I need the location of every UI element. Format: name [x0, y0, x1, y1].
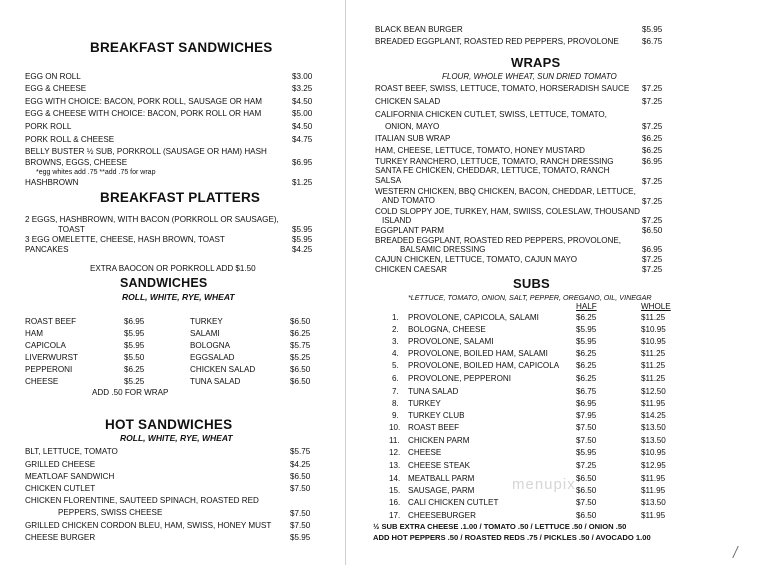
- subs-title: SUBS: [513, 276, 550, 291]
- menu-item: TOAST: [58, 225, 85, 234]
- menu-item: PROVOLONE, SALAMI: [408, 337, 494, 346]
- whole-price: $13.50: [641, 423, 666, 432]
- sub-number: 5.: [392, 361, 399, 370]
- half-price: $7.50: [576, 436, 597, 445]
- sub-number: 1.: [392, 313, 399, 322]
- hot-sandwiches-subtitle: ROLL, WHITE, RYE, WHEAT: [120, 433, 233, 443]
- menu-item: BALSAMIC DRESSING: [400, 245, 486, 254]
- watermark: menupix: [512, 476, 576, 493]
- menu-item: BREADED EGGPLANT, ROASTED RED PEPPERS, PROVOLONE: [375, 37, 619, 46]
- menu-item-price: $4.50: [292, 122, 313, 131]
- menu-item: ONION, MAYO: [385, 122, 440, 131]
- half-price: $7.95: [576, 411, 597, 420]
- menu-item: BREADED EGGPLANT, ROASTED RED PEPPERS, PROVOLONE,: [375, 236, 622, 245]
- menu-item-price: $7.50: [290, 484, 311, 493]
- half-price: $6.95: [576, 399, 597, 408]
- menu-item-price: $4.25: [292, 245, 313, 254]
- half-price: $5.95: [576, 448, 597, 457]
- menu-item: LIVERWURST: [25, 353, 78, 362]
- whole-price: $11.95: [641, 511, 666, 520]
- menu-item: EGG & CHEESE: [25, 84, 87, 93]
- menu-item: CHICKEN PARM: [408, 436, 470, 445]
- menu-item: CHICKEN CUTLET: [25, 484, 96, 493]
- half-price: $6.50: [576, 474, 597, 483]
- whole-column-header: WHOLE: [641, 302, 671, 311]
- menu-item-price: $7.25: [642, 255, 663, 264]
- menu-item: PROVOLONE, CAPICOLA, SALAMI: [408, 313, 539, 322]
- menu-item: CHEESE STEAK: [408, 461, 471, 470]
- menu-item: EGGSALAD: [190, 353, 235, 362]
- menu-item-price: $3.00: [292, 72, 313, 81]
- menu-item-price: $6.95: [292, 158, 313, 167]
- menu-item: CHICKEN CAESAR: [375, 265, 447, 274]
- half-price: $6.25: [576, 349, 597, 358]
- menu-item: EGG ON ROLL: [25, 72, 81, 81]
- menu-item: CAJUN CHICKEN, LETTUCE, TOMATO, CAJUN MAYO: [375, 255, 578, 264]
- menu-item: SAUSAGE, PARM: [408, 486, 475, 495]
- menu-item-price: $6.95: [124, 317, 145, 326]
- menu-item: ROAST BEEF: [25, 317, 77, 326]
- menu-item-price: $7.25: [642, 265, 663, 274]
- menu-item: AND TOMATO: [382, 196, 435, 205]
- sub-number: 2.: [392, 325, 399, 334]
- menu-item-price: $5.25: [124, 377, 145, 386]
- menu-item-price: $6.75: [642, 37, 663, 46]
- menu-item: SALSA: [375, 176, 402, 185]
- menu-item: BOLOGNA: [190, 341, 231, 350]
- menu-item-price: $7.25: [642, 197, 663, 206]
- left-column: [0, 0, 346, 565]
- menu-item-price: $7.50: [290, 509, 311, 518]
- wraps-subtitle: FLOUR, WHOLE WHEAT, SUN DRIED TOMATO: [442, 72, 617, 81]
- menu-item-price: $5.95: [124, 341, 145, 350]
- menu-item: CHICKEN SALAD: [190, 365, 256, 374]
- menu-item-price: $6.25: [642, 146, 663, 155]
- menu-item: PEPPERONI: [25, 365, 73, 374]
- whole-price: $11.95: [641, 474, 666, 483]
- menu-note: *egg whites add .75 **add .75 for wrap: [36, 169, 156, 176]
- menu-item: ISLAND: [382, 216, 412, 225]
- menu-item-price: $1.25: [292, 178, 313, 187]
- menu-item: TUNA SALAD: [190, 377, 241, 386]
- half-price: $6.75: [576, 387, 597, 396]
- subs-subtitle: *LETTUCE, TOMATO, ONION, SALT, PEPPER, OREGANO, OIL, VINEGAR: [408, 293, 652, 302]
- sub-number: 3.: [392, 337, 399, 346]
- breakfast-sandwiches-title: BREAKFAST SANDWICHES: [90, 40, 273, 55]
- menu-item: CHEESE BURGER: [25, 533, 96, 542]
- menu-item: TUNA SALAD: [408, 387, 459, 396]
- menu-item: ROAST BEEF: [408, 423, 460, 432]
- menu-item-price: $5.75: [290, 447, 311, 456]
- menu-item: CHEESEBURGER: [408, 511, 476, 520]
- menu-item-price: $6.50: [290, 317, 311, 326]
- menu-item-price: $5.95: [292, 225, 313, 234]
- menu-item: CAPICOLA: [25, 341, 66, 350]
- menu-item-price: $5.95: [642, 25, 663, 34]
- menu-item-price: $6.95: [642, 157, 663, 166]
- sub-number: 10.: [389, 423, 401, 432]
- breakfast-platters-title: BREAKFAST PLATTERS: [100, 190, 261, 205]
- menu-item-price: $7.25: [642, 84, 663, 93]
- menu-item-price: $6.50: [290, 365, 311, 374]
- menu-item-price: $3.25: [292, 84, 313, 93]
- menu-item: MEATBALL PARM: [408, 474, 475, 483]
- whole-price: $11.25: [641, 313, 666, 322]
- half-price: $7.50: [576, 423, 597, 432]
- menu-item-price: $7.25: [642, 216, 663, 225]
- sub-number: 9.: [392, 411, 399, 420]
- menu-item-price: $7.25: [642, 122, 663, 131]
- menu-item-price: $7.25: [642, 97, 663, 106]
- half-price: $6.25: [576, 374, 597, 383]
- menu-item-price: $6.25: [642, 134, 663, 143]
- menu-item: TURKEY: [190, 317, 223, 326]
- sub-number: 16.: [389, 498, 401, 507]
- sub-number: 14.: [389, 474, 401, 483]
- menu-item: WESTERN CHICKEN, BBQ CHICKEN, BACON, CHEDDAR, LETTUCE,: [375, 187, 636, 196]
- menu-item-price: $5.95: [124, 329, 145, 338]
- menu-item: CHEESE: [25, 377, 59, 386]
- menu-item: SANTA FE CHICKEN, CHEDDAR, LETTUCE, TOMATO, RANCH: [375, 166, 610, 175]
- menu-item: PROVOLONE, BOILED HAM, CAPICOLA: [408, 361, 560, 370]
- half-price: $7.50: [576, 498, 597, 507]
- menu-item-price: $6.95: [642, 245, 663, 254]
- menu-item: COLD SLOPPY JOE, TURKEY, HAM, SWIISS, COLESLAW, THOUSAND: [375, 207, 640, 216]
- menu-item: PEPPERS, SWISS CHEESE: [58, 508, 163, 517]
- menu-item-price: $6.50: [290, 472, 311, 481]
- menu-item-price: $6.50: [290, 377, 311, 386]
- menu-item: BLT, LETTUCE, TOMATO: [25, 447, 118, 456]
- menu-item: PORK ROLL & CHEESE: [25, 135, 115, 144]
- menu-item: HAM, CHEESE, LETTUCE, TOMATO, HONEY MUSTARD: [375, 146, 586, 155]
- menu-item-price: $5.75: [290, 341, 311, 350]
- menu-item: TURKEY RANCHERO, LETTUCE, TOMATO, RANCH DRESSING: [375, 157, 614, 166]
- menu-item: EGGPLANT PARM: [375, 226, 444, 235]
- menu-item-price: $5.95: [292, 235, 313, 244]
- menu-item: CALI CHICKEN CUTLET: [408, 498, 499, 507]
- sub-extras-line-1: ½ SUB EXTRA CHEESE .1.00 / TOMATO .50 / LETTUCE .50 / ONION .50: [373, 522, 627, 531]
- half-price: $6.25: [576, 361, 597, 370]
- menu-item: BROWNS, EGGS, CHEESE: [25, 158, 128, 167]
- menu-item: GRILLED CHEESE: [25, 460, 96, 469]
- menu-item-price: $5.95: [290, 533, 311, 542]
- menu-item: EGG & CHEESE WITH CHOICE: BACON, PORK ROLL OR HAM: [25, 109, 262, 118]
- whole-price: $10.95: [641, 337, 666, 346]
- whole-price: $10.95: [641, 325, 666, 334]
- menu-item: HASHBROWN: [25, 178, 79, 187]
- menu-item-price: $6.25: [290, 329, 311, 338]
- sandwiches-subtitle: ROLL, WHITE, RYE, WHEAT: [122, 292, 235, 302]
- platter-note: EXTRA BAOCON OR PORKROLL ADD $1.50: [90, 264, 256, 273]
- menu-item: PORK ROLL: [25, 122, 72, 131]
- menu-item-price: $4.75: [292, 135, 313, 144]
- menu-item: CHICKEN FLORENTINE, SAUTEED SPINACH, ROASTED RED: [25, 496, 259, 505]
- sub-number: 11.: [389, 436, 400, 445]
- menu-item: TURKEY CLUB: [408, 411, 465, 420]
- menu-item: BOLOGNA, CHEESE: [408, 325, 486, 334]
- sub-number: 8.: [392, 399, 399, 408]
- menu-item: TURKEY: [408, 399, 441, 408]
- half-column-header: HALF: [576, 302, 597, 311]
- whole-price: $11.95: [641, 486, 666, 495]
- menu-item-price: $5.25: [290, 353, 311, 362]
- menu-item: CHEESE: [408, 448, 442, 457]
- whole-price: $13.50: [641, 436, 666, 445]
- menu-item: BELLY BUSTER ½ SUB, PORKROLL (SAUSAGE OR HAM) HASH: [25, 147, 267, 156]
- sub-number: 6.: [392, 374, 399, 383]
- sub-number: 15.: [389, 486, 401, 495]
- half-price: $7.25: [576, 461, 597, 470]
- half-price: $5.95: [576, 325, 597, 334]
- wrap-note: ADD .50 FOR WRAP: [92, 388, 169, 397]
- menu-item: PROVOLONE, PEPPERONI: [408, 374, 511, 383]
- half-price: $6.25: [576, 313, 597, 322]
- whole-price: $11.25: [641, 374, 666, 383]
- whole-price: $14.25: [641, 411, 666, 420]
- menu-item: BLACK BEAN BURGER: [375, 25, 463, 34]
- menu-item: GRILLED CHICKEN CORDON BLEU, HAM, SWISS, HONEY MUST: [25, 521, 272, 530]
- whole-price: $10.95: [641, 448, 666, 457]
- sub-number: 4.: [392, 349, 399, 358]
- menu-item-price: $6.50: [642, 226, 663, 235]
- menu-item: CALIFORNIA CHICKEN CUTLET, SWISS, LETTUCE, TOMATO,: [375, 110, 607, 119]
- hot-sandwiches-title: HOT SANDWICHES: [105, 417, 233, 432]
- sub-number: 17.: [389, 511, 401, 520]
- whole-price: $12.95: [641, 461, 666, 470]
- menu-item-price: $4.50: [292, 97, 313, 106]
- sub-extras-line-2: ADD HOT PEPPERS .50 / ROASTED REDS .75 / PICKLES .50 / AVOCADO 1.00: [373, 533, 651, 542]
- menu-item-price: $5.00: [292, 109, 313, 118]
- whole-price: $11.25: [641, 361, 666, 370]
- menu-item-price: $6.25: [124, 365, 145, 374]
- menu-item: ROAST BEEF, SWISS, LETTUCE, TOMATO, HORSERADISH SAUCE: [375, 84, 630, 93]
- sub-number: 7.: [392, 387, 399, 396]
- whole-price: $13.50: [641, 498, 666, 507]
- menu-item-price: $5.50: [124, 353, 145, 362]
- whole-price: $11.95: [641, 399, 666, 408]
- half-price: $6.50: [576, 511, 597, 520]
- menu-item: HAM: [25, 329, 43, 338]
- menu-item: MEATLOAF SANDWICH: [25, 472, 115, 481]
- menu-item-price: $7.25: [642, 177, 663, 186]
- menu-item: PANCAKES: [25, 245, 69, 254]
- half-price: $5.95: [576, 337, 597, 346]
- half-price: $6.50: [576, 486, 597, 495]
- menu-item: 3 EGG OMELETTE, CHEESE, HASH BROWN, TOAST: [25, 235, 225, 244]
- whole-price: $12.50: [641, 387, 666, 396]
- menu-item-price: $7.50: [290, 521, 311, 530]
- menu-item: CHICKEN SALAD: [375, 97, 441, 106]
- menu-item: SALAMI: [190, 329, 220, 338]
- sub-number: 12.: [389, 448, 401, 457]
- menu-item: PROVOLONE, BOILED HAM, SALAMI: [408, 349, 548, 358]
- sub-number: 13.: [389, 461, 401, 470]
- menu-item: ITALIAN SUB WRAP: [375, 134, 451, 143]
- menu-item: 2 EGGS, HASHBROWN, WITH BACON (PORKROLL OR SAUSAGE),: [25, 215, 279, 224]
- menu-item: EGG WITH CHOICE: BACON, PORK ROLL, SAUSAGE OR HAM: [25, 97, 263, 106]
- menu-item-price: $4.25: [290, 460, 311, 469]
- wraps-title: WRAPS: [511, 55, 561, 70]
- sandwiches-title: SANDWICHES: [120, 276, 208, 290]
- whole-price: $11.25: [641, 349, 666, 358]
